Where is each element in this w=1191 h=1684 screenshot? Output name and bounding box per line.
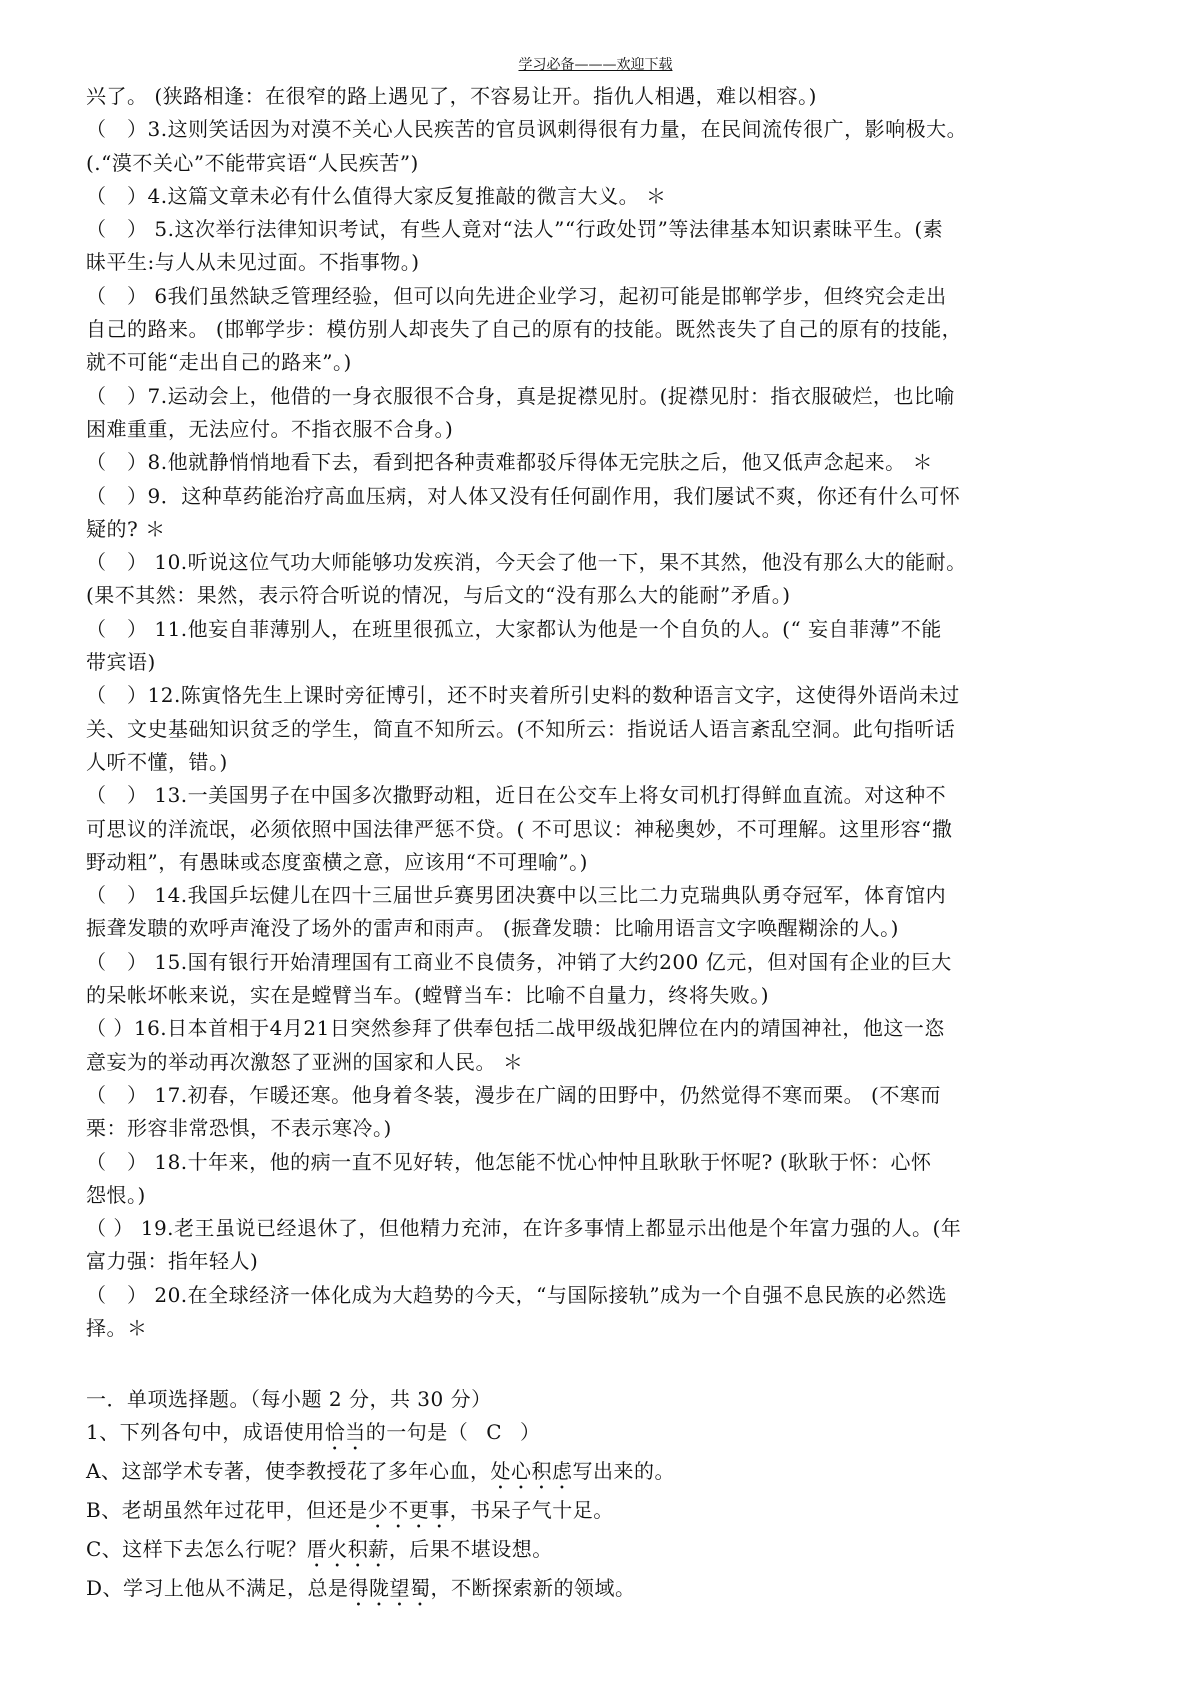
section-title: 一．单项选择题。（每小题 2 分，共 30 分）	[86, 1387, 492, 1412]
option-text: C、这样下去怎么行呢？	[86, 1537, 307, 1562]
option-text: D、学习上他从不满足，总是	[86, 1576, 349, 1601]
text-line: （ ） 10.听说这位气功大师能够功发疾消，今天会了他一下，果不其然，他没有那么大的能耐。	[86, 550, 967, 575]
text-line: 困难重重，无法应付。不指衣服不合身。)	[86, 416, 454, 441]
text-line: 人听不懂，错。)	[86, 749, 228, 774]
text-line: （ ） 14.我国乒坛健儿在四十三届世乒赛男团决赛中以三比二力克瑞典队勇夺冠军，体育馆内	[86, 883, 947, 908]
text-line: （ ） 13.一美国男子在中国多次撒野动粗，近日在公交车上将女司机打得鲜血直流。对这种不	[86, 783, 947, 808]
text-line: 兴了。 (狭路相逢：在很窄的路上遇见了，不容易让开。指仇人相遇，难以相容。)	[86, 84, 817, 108]
text-line: 择。＊	[86, 1315, 148, 1340]
option-idiom: 少不更事	[367, 1498, 450, 1523]
text-line: 可思议的洋流氓，必须依照中国法律严惩不贷。( 不可思议：神秘奥妙，不可理解。这里形容“撒	[86, 816, 953, 841]
option-text: 写出来的。	[572, 1459, 675, 1484]
text-line: 就不可能“走出自己的路来”。)	[86, 350, 352, 375]
text-line: 关、文史基础知识贫乏的学生，简直不知所云。(不知所云：指说话人语言紊乱空洞。此句指听话	[86, 716, 956, 741]
question-1	[86, 1416, 1108, 1455]
text-line: （ ） 15.国有银行开始清理国有工商业不良债务，冲销了大约200 亿元，但对国有企业的巨大	[86, 949, 952, 974]
option-text: ，书呆子气十足。	[449, 1498, 614, 1523]
text-line: 自己的路来。 (邯郸学步：模仿别人却丧失了自己的原有的技能。既然丧失了自己的原有的技能，	[86, 317, 963, 342]
text-line: 野动粗”，有愚昧或态度蛮横之意，应该用“不可理喻”。)	[86, 849, 588, 874]
header-text: 学习必备———欢迎下载	[518, 57, 673, 73]
text-line: 栗：形容非常恐惧，不表示寒冷。)	[86, 1116, 392, 1141]
option-a	[86, 1455, 1108, 1494]
question-answer: C	[486, 1420, 503, 1445]
question-stem-emphasis: 恰当	[324, 1420, 366, 1445]
text-line: 疑的? ＊	[86, 516, 166, 541]
text-line: 昧平生:与人从未见过面。不指事物。)	[86, 250, 420, 275]
text-line: （ ）7.运动会上，他借的一身衣服很不合身，真是捉襟见肘。(捉襟见肘：指衣服破烂，也比喻	[86, 383, 955, 408]
text-line: （ ）16.日本首相于4月21日突然参拜了供奉包括二战甲级战犯牌位在内的靖国神社，他这一恣	[86, 1016, 945, 1041]
text-line: 意妄为的举动再次激怒了亚洲的国家和人民。 ＊	[86, 1049, 524, 1074]
text-line: 振聋发聩的欢呼声淹没了场外的雷声和雨声。 (振聋发聩：比喻用语言文字唤醒糊涂的人。)	[86, 916, 899, 941]
text-line: （ ） 5.这次举行法律知识考试，有些人竟对“法人”“行政处罚”等法律基本知识素昧平生。(素	[86, 217, 944, 242]
option-b	[86, 1494, 1108, 1533]
text-line: (果不其然：果然，表示符合听说的情况，与后文的“没有那么大的能耐”矛盾。)	[86, 583, 791, 608]
page-header	[0, 57, 1191, 73]
text-line: （ ）8.他就静悄悄地看下去，看到把各种责难都驳斥得体无完肤之后，他又低声念起来。 ＊	[86, 450, 933, 475]
options-list	[86, 1455, 1108, 1611]
text-line: （ ） 11.他妄自菲薄别人，在班里很孤立，大家都认为他是一个自负的人。(“ 妄自菲薄”不能	[86, 616, 942, 641]
option-c	[86, 1533, 1108, 1572]
text-line: （ ） 17.初春，乍暖还寒。他身着冬装，漫步在广阔的田野中，仍然觉得不寒而栗。 (不寒而	[86, 1082, 941, 1107]
text-line: （ ） 6我们虽然缺乏管理经验，但可以向先进企业学习，起初可能是邯郸学步，但终究会走出	[86, 283, 947, 308]
text-line: （ ） 18.十年来，他的病一直不见好转，他怎能不忧心忡忡且耿耿于怀呢? (耿耿于怀：心怀	[86, 1149, 932, 1174]
text-line: （ ） 20.在全球经济一体化成为大趋势的今天，“与国际接轨”成为一个自强不息民族的必然选	[86, 1282, 948, 1307]
option-idiom: 得陇望蜀	[348, 1576, 431, 1601]
option-idiom: 厝火积薪	[306, 1537, 389, 1562]
exercise-lines	[86, 80, 1108, 1345]
option-text: ，后果不堪设想。	[388, 1537, 553, 1562]
option-d	[86, 1572, 1108, 1611]
text-line: （ ）3.这则笑话因为对漠不关心人民疾苦的官员讽刺得很有力量，在民间流传很广，影响极大。	[86, 117, 968, 142]
option-text: B、老胡虽然年过花甲，但还是	[86, 1498, 368, 1523]
text-line: （ ）9．这种草药能治疗高血压病，对人体又没有任何副作用，我们屡试不爽，你还有什么可怀	[86, 483, 961, 508]
text-line: 怨恨。)	[86, 1182, 146, 1207]
question-close-paren: ）	[520, 1420, 541, 1445]
option-idiom: 处心积虑	[490, 1459, 573, 1484]
text-line: 的呆帐坏帐来说，实在是螳臂当车。(螳臂当车：比喻不自量力，终将失败。)	[86, 983, 770, 1008]
text-line: 带宾语)	[86, 650, 156, 675]
question-stem-before: 1、下列各句中，成语使用	[86, 1420, 325, 1445]
question-stem-after: 的一句是（	[365, 1420, 469, 1445]
text-line: （ ） 19.老王虽说已经退休了，但他精力充沛，在许多事情上都显示出他是个年富力强的人。(年	[86, 1216, 962, 1241]
text-line: （ ）12.陈寅恪先生上课时旁征博引，还不时夹着所引史料的数种语言文字，这使得外语尚未过	[86, 683, 960, 708]
option-text: A、这部学术专著，使李教授花了多年心血，	[86, 1459, 491, 1484]
text-line: (.“漠不关心”不能带宾语“人民疾苦”)	[86, 150, 419, 175]
text-line: （ ）4.这篇文章未必有什么值得大家反复推敲的微言大义。 ＊	[86, 183, 667, 208]
document-body	[86, 80, 1108, 1611]
text-line: 富力强：指年轻人)	[86, 1249, 259, 1274]
option-text: ，不断探索新的领域。	[430, 1576, 636, 1601]
